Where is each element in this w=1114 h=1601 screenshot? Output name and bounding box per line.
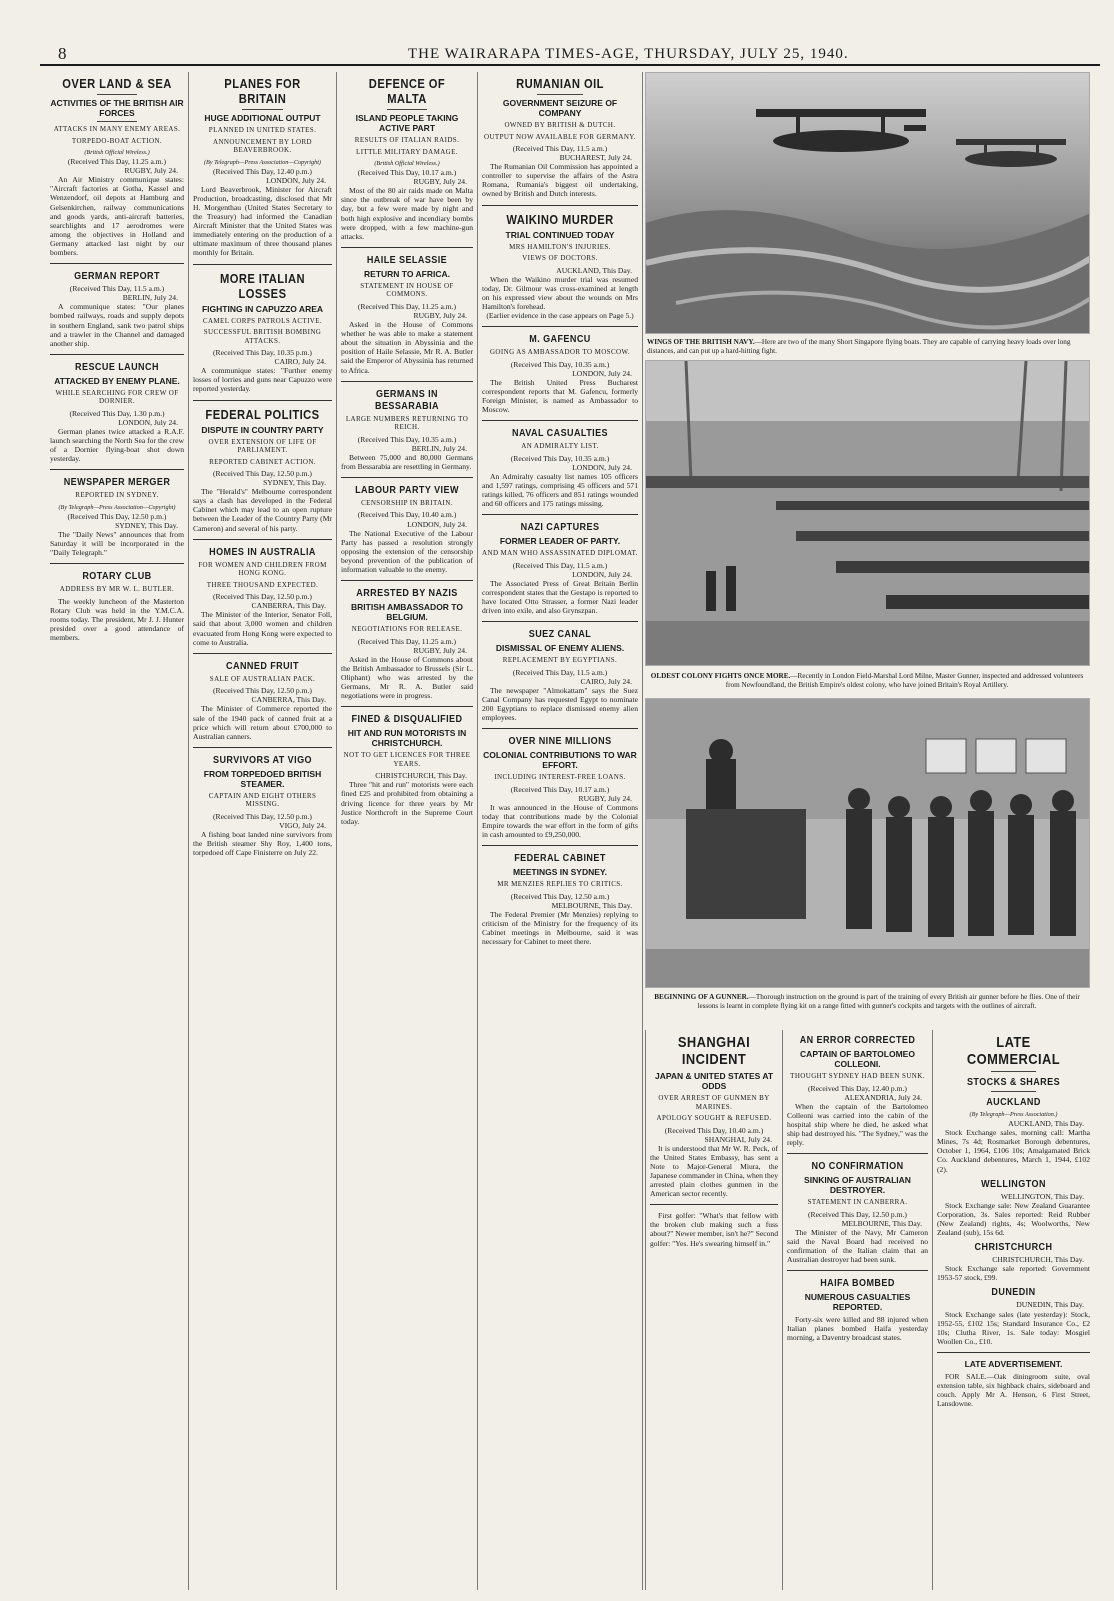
deck: JAPAN & UNITED STATES AT ODDS	[654, 1071, 774, 1091]
article-body: Lord Beaverbrook, Minister for Aircraft Production, broadcasting, disclosed that Mr H. Morgenthau (United States Secretary to the Treasury) had informed the Canadian Aircraft Minister that the United States was immediately entering on the production of a ultimate maximum of three thousand planes monthly for Britain.	[193, 184, 332, 258]
article-body: Forty-six were killed and 88 injured when Italian planes bombed Haifa yesterday morning, a Daventry broadcast states.	[787, 1315, 928, 1343]
subhead: GOING AS AMBASSADOR TO MOSCOW.	[489, 348, 631, 357]
subhead: THREE THOUSAND EXPECTED.	[206, 580, 319, 589]
dateline: WELLINGTON, This Day.	[1000, 1191, 1084, 1201]
headline: ROTARY CLUB	[82, 570, 152, 583]
article-separator	[50, 263, 184, 264]
deck: FIGHTING IN CAPUZZO AREA	[201, 303, 324, 314]
subhead: OVER ARREST OF GUNMEN BY MARINES.	[658, 1094, 770, 1111]
subhead: REPORTED IN SYDNEY.	[75, 491, 159, 500]
divider	[537, 94, 584, 95]
headline: NAZI CAPTURES	[520, 521, 600, 534]
headline: OVER LAND & SEA	[62, 76, 172, 91]
received-line: (Received This Day, 12.40 p.m.)	[213, 166, 312, 176]
deck: FROM TORPEDOED BRITISH STEAMER.	[203, 768, 322, 789]
dateline: SYDNEY, This Day.	[263, 478, 326, 488]
flying-boats-image	[646, 73, 1090, 334]
headline: M. GAFENCU	[529, 333, 591, 346]
article-body: Three "hit and run" motorists were each fined £25 and prohibited from obtaining a driving licence for three years by Mr Justice Northcroft in the Supreme Court today.	[341, 780, 473, 826]
headline: HOMES IN AUSTRALIA	[209, 545, 316, 558]
subhead: ATTACKS IN MANY ENEMY AREAS.	[53, 125, 181, 133]
headline: FEDERAL CABINET	[514, 852, 606, 865]
dateline: LONDON, July 24.	[572, 368, 632, 378]
dateline: RUGBY, July 24.	[413, 310, 467, 320]
caption-text: —Thorough instruction on the ground is part of the training of every British air gunner before he flies. One of their lessons is learnt in complete flying kit on a range fitted with gunner's cockpits and targets with the outlines of aircraft.	[697, 993, 1080, 1010]
received-line: (Received This Day, 11.5 a.m.)	[512, 667, 608, 677]
article-body: A communique states: "Further enemy losses of lorries and guns near Capuzzo were reported yesterday.	[193, 366, 332, 394]
masthead-title: THE WAIRARAPA TIMES-AGE, THURSDAY, JULY 25, 1940.	[408, 46, 849, 62]
article-separator	[193, 264, 332, 265]
city-heading: WELLINGTON	[981, 1177, 1046, 1190]
article-body: It was announced in the House of Commons today that contributions made by the Colonial Empire towards the war effort in the form of gifts in cash amounted to £9,250,000.	[482, 803, 638, 840]
deck: CAPTAIN OF BARTOLOMEO COLLEONI.	[800, 1049, 915, 1069]
wire-credit: (By Telegraph—Press Association.)	[969, 1111, 1058, 1118]
article-body: The Rumanian Oil Commission has appointed a controller to supervise the affairs of the Astra Romana, Rumania's biggest oil undertaking, owned by British and Dutch interests.	[482, 162, 638, 199]
deck: RETURN TO AFRICA.	[364, 268, 450, 279]
subhead: APOLOGY SOUGHT & REFUSED.	[656, 1114, 772, 1122]
error-corrected-column	[783, 1030, 933, 1590]
deck: HIT AND RUN MOTORISTS IN CHRISTCHURCH.	[347, 728, 467, 749]
received-line: (Received This Day, 10.40 a.m.)	[357, 510, 457, 520]
article-separator	[787, 1153, 928, 1154]
received-line: (Received This Day, 12.50 p.m.)	[213, 686, 312, 696]
divider	[97, 121, 137, 122]
headline: GERMANS IN BESSARABIA	[374, 387, 440, 412]
received-line: (Received This Day, 1.30 p.m.)	[69, 408, 165, 418]
dateline: CAIRO, July 24.	[580, 676, 632, 686]
dateline: AUCKLAND, This Day.	[1008, 1119, 1084, 1129]
deck: HUGE ADDITIONAL OUTPUT	[204, 113, 321, 123]
article-body: The Federal Premier (Mr Menzies) replying to criticism of the Ministry for the frequency of its Cabinet meetings in Melbourne, said it was necessary for Cabinet to meet there.	[482, 910, 638, 947]
article-separator	[787, 1270, 928, 1271]
received-line: (Received This Day, 12.50 p.m.)	[213, 811, 312, 821]
received-line: (Received This Day, 10.17 a.m.)	[357, 168, 457, 178]
column-4	[478, 72, 643, 1590]
article-separator	[482, 326, 638, 327]
wire-credit: (British Official Wireless.)	[374, 160, 440, 167]
page-number: 8	[58, 44, 67, 63]
article-body: The Minister of the Interior, Senator Foll, said that about 3,000 women and children evacuated from Hong Kong were expected to come to Australia.	[193, 610, 332, 647]
dateline: BUCHAREST, July 24.	[559, 153, 632, 163]
subhead: PLANNED IN UNITED STATES.	[208, 126, 317, 134]
received-line: (Received This Day, 12.50 p.m.)	[808, 1209, 907, 1219]
subhead: REPLACEMENT BY EGYPTIANS.	[502, 656, 618, 665]
dateline: CHRISTCHURCH, This Day.	[992, 1255, 1084, 1265]
subhead: FOR WOMEN AND CHILDREN FROM HONG KONG.	[198, 560, 327, 578]
dateline: CANBERRA, This Day.	[251, 695, 326, 705]
article-body: The Associated Press of Great Britain Berlin correspondent states that the Gestapo is reported to have located Otto Strasser, a former Nazi leader driven into exile, and also Grynszpan.	[482, 578, 638, 616]
deck: COLONIAL CONTRIBUTIONS TO WAR EFFORT.	[483, 750, 637, 771]
headline: SURVIVORS AT VIGO	[213, 753, 312, 766]
classified-ad: FOR SALE.—Oak diningroom suite, oval extension table, six highback chairs, sideboard and couch. Apply Mr A. Henson, 6 First Street, Lansdowne.	[937, 1371, 1090, 1409]
dateline: LONDON, July 24.	[572, 462, 632, 472]
subhead: OVER EXTENSION OF LIFE OF PARLIAMENT.	[208, 437, 317, 454]
article-separator	[482, 205, 638, 206]
divider	[97, 94, 137, 95]
headline: NAVAL CASUALTIES	[511, 427, 609, 440]
headline: LABOUR PARTY VIEW	[355, 483, 459, 496]
article-separator	[50, 469, 184, 470]
headline: HAIFA BOMBED	[820, 1277, 895, 1290]
deck: DISPUTE IN COUNTRY PARTY	[201, 424, 324, 435]
divider	[991, 1071, 1037, 1072]
received-line: (Received This Day, 11.5 a.m.)	[512, 560, 608, 570]
dateline: BERLIN, July 24.	[122, 293, 178, 303]
photo-caption	[647, 672, 1087, 689]
article-separator	[482, 728, 638, 729]
article-separator	[193, 539, 332, 540]
headline: GERMAN REPORT	[74, 270, 160, 283]
deck: MEETINGS IN SYDNEY.	[513, 867, 607, 878]
dateline: SYDNEY, This Day.	[115, 521, 178, 531]
wire-credit: (By Telegraph—Press Association—Copyright)	[58, 503, 176, 511]
article-body: Most of the 80 air raids made on Malta since the outbreak of war have been by day, but a few were made by night and both high explosive and incendiary bombs were dropped, with a few machine-gun attacks.	[341, 186, 473, 241]
subhead: INCLUDING INTEREST-FREE LOANS.	[494, 773, 626, 782]
headline: MORE ITALIAN LOSSES	[219, 270, 306, 301]
article-body: When the Waikino murder trial was resumed today, Dr. Gilmour was cross-examined at length on his expressed view about the wounds on Mrs Hamilton's forehead.	[482, 274, 638, 311]
received-line: (Received This Day, 10.35 p.m.)	[213, 348, 312, 358]
deck: FORMER LEADER OF PARTY.	[499, 536, 621, 547]
article-separator	[50, 354, 184, 355]
article-separator	[650, 1204, 778, 1205]
received-line: (Received This Day, 12.50 p.m.)	[67, 511, 167, 521]
late-ad-heading: LATE ADVERTISEMENT.	[964, 1358, 1063, 1369]
article-separator	[482, 514, 638, 515]
article-body: The "Daily News" announces that from Saturday it will be incorporated in the "Daily Telegraph."	[50, 530, 184, 558]
dateline: RUGBY, July 24.	[413, 645, 467, 655]
photo-caption	[647, 993, 1087, 1010]
article-separator	[937, 1352, 1090, 1353]
column-2	[189, 72, 337, 1590]
dateline: ALEXANDRIA, July 24.	[844, 1092, 922, 1102]
headline: FINED & DISQUALIFIED	[351, 713, 463, 726]
subhead: CENSORSHIP IN BRITAIN.	[361, 498, 453, 507]
headline: SHANGHAI INCIDENT	[677, 1034, 751, 1068]
subhead: STATEMENT IN CANBERRA.	[807, 1198, 908, 1207]
received-line: (Received This Day, 12.50 p.m.)	[213, 469, 312, 478]
market-report: Stock Exchange sales, morning call: Martha Mines, 7s 4d; Rosmarket Borough debentures, October 1, 1964, £106 10s; Amalgamated Brick Co. Auckland debentures, March 1, 1944, £102 (2).	[937, 1128, 1090, 1174]
gunner-training-image	[646, 699, 1090, 988]
headline: FEDERAL POLITICS	[205, 406, 320, 422]
article-separator	[341, 580, 473, 581]
headline: RUMANIAN OIL	[516, 76, 604, 91]
subhead: WHILE SEARCHING FOR CREW OF DORNIER.	[55, 388, 179, 406]
article-separator	[341, 706, 473, 707]
dateline: BERLIN, July 24.	[411, 443, 467, 453]
deck: DISMISSAL OF ENEMY ALIENS.	[495, 643, 625, 654]
received-line: (Received This Day, 10.35 a.m.)	[510, 453, 610, 463]
article-separator	[193, 400, 332, 401]
headline: SUEZ CANAL	[528, 628, 592, 641]
photo-gunner-training	[645, 698, 1090, 988]
article-note: (Earlier evidence in the case appears on Page 5.)	[486, 311, 634, 321]
masthead	[40, 44, 1100, 66]
caption-lead: BEGINNING OF A GUNNER.	[654, 993, 749, 1001]
dateline: AUCKLAND, This Day.	[556, 265, 632, 275]
article-separator	[341, 381, 473, 382]
subhead: LITTLE MILITARY DAMAGE.	[356, 147, 458, 156]
dateline: CHRISTCHURCH, This Day.	[375, 771, 467, 781]
caption-lead: OLDEST COLONY FIGHTS ONCE MORE.	[650, 672, 791, 680]
received-line: (Received This Day, 11.5 a.m.)	[512, 144, 608, 153]
subhead: SALE OF AUSTRALIAN PACK.	[209, 674, 316, 683]
deck: TRIAL CONTINUED TODAY	[505, 229, 615, 240]
subhead: ADDRESS BY MR W. L. BUTLER.	[59, 585, 175, 594]
article-body: German planes twice attacked a R.A.F. launch searching the North Sea for the crew of a Dornier flying-boat shot down yesterday.	[50, 426, 184, 464]
article-body: The Minister of the Navy, Mr Cameron said the Naval Board had received no confirmation of the Italian claim that an Australian destroyer had been sunk.	[787, 1227, 928, 1265]
deck: SINKING OF AUSTRALIAN DESTROYER.	[804, 1175, 911, 1196]
article-body: An Air Ministry communique states: "Aircraft factories at Gotha, Kassel and Wenzendorf, oil depots at Hamburg and Gelsenkirchen, railway communications and goods yards, anti-aircraft batteries, searchlights and 17 aerodromes were among the objectives in Holland and Germany attacked last night by our bombers.	[50, 175, 184, 258]
article-body: When the captain of the Bartolomeo Colleoni was carried into the cabin of the hospital ship where he died, he asked what ship had destroyed his. "The Sydney," was the reply.	[787, 1101, 928, 1148]
divider	[991, 1091, 1037, 1092]
headline: RESCUE LAUNCH	[75, 360, 159, 373]
subhead: NEGOTIATIONS FOR RELEASE.	[351, 625, 463, 634]
subhead: ANNOUNCEMENT BY LORD BEAVERBROOK.	[213, 137, 312, 154]
article-separator	[193, 653, 332, 654]
wire-credit: (British Official Wireless.)	[84, 149, 150, 156]
received-line: (Received This Day, 12.40 p.m.)	[808, 1083, 907, 1093]
wire-credit: (By Telegraph—Press Association—Copyright)	[204, 158, 321, 166]
article-separator	[482, 420, 638, 421]
headline: NEWSPAPER MERGER	[63, 476, 171, 489]
subhead: MR MENZIES REPLIES TO CRITICS.	[497, 880, 623, 889]
dateline: MELBOURNE, This Day.	[841, 1218, 922, 1228]
subhead: THOUGHT SYDNEY HAD BEEN SUNK.	[790, 1072, 925, 1080]
photo-caption	[647, 338, 1087, 355]
received-line: (Received This Day, 11.25 a.m.)	[357, 301, 457, 311]
caption-lead: WINGS OF THE BRITISH NAVY.	[647, 338, 755, 346]
dateline: LONDON, July 24.	[266, 175, 326, 185]
caption-text: —Here are two of the many Short Singapore flying boats. They are capable of carrying heavy loads over long distances, and can put up a hard-hitting fight.	[647, 338, 1071, 355]
article-body: The Minister of Commerce reported the sale of the 1940 pack of canned fruit at a price which will return about £700,000 to Australian canners.	[193, 704, 332, 741]
dateline: VIGO, July 24.	[279, 820, 326, 830]
subhead: OUTPUT NOW AVAILABLE FOR GERMANY.	[484, 132, 636, 141]
article-body: An Admiralty casualty list names 105 officers and 1,597 ratings, comprising 45 officers and 571 ratings killed, 76 officers and 851 ratings wounded and 60 officers and 175 ratings missing.	[482, 471, 638, 509]
market-report: Stock Exchange sale reported: Government 1953-57 stock, £99.	[937, 1264, 1090, 1283]
subhead: VIEWS OF DOCTORS.	[522, 254, 598, 263]
subhead: RESULTS OF ITALIAN RAIDS.	[354, 136, 460, 144]
article-body: A communique states: "Our planes bombed railways, roads and supply depots in southern England, sank two patrol ships and a trawler in the Channel and damaged another ship.	[50, 302, 184, 348]
shanghai-column	[645, 1030, 783, 1590]
deck: ISLAND PEOPLE TAKING ACTIVE PART	[355, 113, 459, 133]
subhead: AN ADMIRALTY LIST.	[521, 442, 599, 451]
deck: ATTACKED BY ENEMY PLANE.	[54, 375, 180, 386]
late-commercial-column	[933, 1030, 1094, 1590]
article-body: The "Herald's" Melbourne correspondent says a clash has developed in the Federal Cabinet which may lead to an open rupture between the Leader of the Country Party (Mr Cameron) and several of his party.	[193, 487, 332, 533]
received-line: (Received This Day, 10.35 a.m.)	[357, 434, 457, 444]
article-body: The British United Press Bucharest correspondent reports that M. Gafencu, formerly Foreign Minister, is named as Ambassador to Moscow.	[482, 377, 638, 415]
subhead: TORPEDO-BOAT ACTION.	[71, 136, 163, 145]
subhead: CAMEL CORPS PATROLS ACTIVE.	[202, 316, 323, 325]
dateline: RUGBY, July 24.	[413, 177, 467, 187]
headline: HAILE SELASSIE	[366, 253, 448, 266]
deck: BRITISH AMBASSADOR TO BELGIUM.	[351, 602, 463, 623]
article-separator	[482, 621, 638, 622]
headline: OVER NINE MILLIONS	[508, 735, 612, 748]
article-body: Between 75,000 and 80,000 Germans from Bessarabia are resettling in Germany.	[341, 452, 473, 471]
article-body: The newspaper "Almokattam" says the Suez Canal Company has requested Egypt to nominate 200 Egyptians to replace dismissed enemy alien employees.	[482, 686, 638, 723]
market-report: Stock Exchange sale: New Zealand Guarantee Corporation, 3s. Sales reported: Reid Rubber (New Zealand) rights, 4s; Woolworths, New Zealand (sub), 15s 6d.	[937, 1200, 1090, 1238]
dateline: LONDON, July 24.	[407, 519, 467, 529]
received-line: (Received This Day, 10.35 a.m.)	[510, 359, 610, 369]
article-separator	[50, 563, 184, 564]
city-heading: CHRISTCHURCH	[974, 1241, 1053, 1254]
caption-text: —Recently in London Field-Marshal Lord Milne, Master Gunner, inspected and addressed volunteers from Newfoundland, the British Empire's oldest colony, who have joined Britain's Royal Artillery.	[725, 672, 1084, 689]
headline: PLANES FOR BRITAIN	[224, 76, 301, 106]
article-body: Asked in the House of Commons about the British Ambassador to Brussels (Sir L. Oliphant) who was arrested by the Germans, Mr R. A. Butler said negotiations were in progress.	[341, 654, 473, 701]
article-separator	[482, 845, 638, 846]
subhead: OWNED BY BRITISH & DUTCH.	[504, 121, 616, 129]
received-line: (Received This Day, 10.40 a.m.)	[664, 1125, 764, 1135]
article-body: The weekly luncheon of the Masterton Rotary Club was held in the Y.M.C.A. rooms today. The president, Mr J. J. Hunter presided over a good attendance of members.	[50, 596, 184, 643]
article-separator	[341, 477, 473, 478]
dateline: DUNEDIN, This Day.	[1016, 1300, 1084, 1310]
parade-image	[646, 361, 1090, 666]
subhead: AND MAN WHO ASSASSINATED DIPLOMAT.	[482, 549, 638, 558]
subhead: STATEMENT IN HOUSE OF COMMONS.	[360, 281, 454, 299]
subhead: NOT TO GET LICENCES FOR THREE YEARS.	[343, 751, 471, 768]
headline: NO CONFIRMATION	[811, 1160, 904, 1173]
subhead: LARGE NUMBERS RETURNING TO REICH.	[345, 414, 469, 432]
received-line: (Received This Day, 11.25 a.m.)	[357, 636, 457, 646]
market-report: Stock Exchange sales (late yesterday): Stock, 1952-55, £102 15s; Standard Insurance Co., £2 10s; Clutha River, 1s. Sale today: Mosgiel Woollen Co., £10.	[937, 1309, 1090, 1346]
article-separator	[193, 747, 332, 748]
headline: ARRESTED BY NAZIS	[356, 587, 458, 600]
dateline: SHANGHAI, July 24.	[704, 1134, 772, 1144]
subhead: CAPTAIN AND EIGHT OTHERS MISSING.	[208, 791, 317, 809]
subhead: REPORTED CABINET ACTION.	[209, 457, 316, 466]
filler-joke: First golfer: "What's that fellow with the broken club making such a fuss about?" Newer member, isn't he?" Second golfer: "Yes. He's swearing himself in."	[650, 1211, 778, 1248]
divider	[242, 109, 284, 110]
received-line: (Received This Day, 11.5 a.m.)	[69, 284, 165, 294]
subhead: MRS HAMILTON'S INJURIES.	[509, 242, 611, 251]
dateline: CANBERRA, This Day.	[251, 601, 326, 611]
received-line: (Received This Day, 10.17 a.m.)	[510, 784, 610, 794]
received-line: (Received This Day, 11.25 a.m.)	[67, 157, 167, 167]
subhead: SUCCESSFUL BRITISH BOMBING ATTACKS.	[203, 328, 322, 345]
deck: ACTIVITIES OF THE BRITISH AIR FORCES	[50, 98, 184, 118]
headline: LATE COMMERCIAL	[966, 1034, 1061, 1068]
photo-flying-boats	[645, 72, 1090, 334]
article-body: A fishing boat landed nine survivors from the British steamer Shy Roy, 1,400 tons, torpedoed off Cape Finisterre on July 22.	[193, 829, 332, 858]
headline: DEFENCE OF MALTA	[368, 76, 446, 106]
dateline: RUGBY, July 24.	[124, 166, 178, 176]
headline: CANNED FRUIT	[226, 659, 299, 672]
article-separator	[341, 247, 473, 248]
dateline: RUGBY, July 24.	[578, 793, 632, 803]
received-line: (Received This Day, 12.50 p.m.)	[213, 592, 312, 602]
photo-newfoundland-volunteers	[645, 360, 1090, 666]
deck: NUMEROUS CASUALTIES REPORTED.	[804, 1292, 911, 1313]
section-heading: STOCKS & SHARES	[966, 1076, 1061, 1088]
dateline: MELBOURNE, This Day.	[551, 901, 632, 911]
headline: AN ERROR CORRECTED	[799, 1034, 916, 1046]
dateline: CAIRO, July 24.	[274, 357, 326, 367]
article-body: Asked in the House of Commons whether he was able to make a statement about the situation in Abyssinia and the position of Haile Selassie, Mr R. A. Butler said the Emperor of Abyssinia has returned to Africa.	[341, 320, 473, 375]
article-body: It is understood that Mr W. R. Peck, of the United States Embassy, has sent a Note to Major-General Miura, the Japanese commander in China, when they arrested plain clothes gunmen in the American sector recently.	[650, 1143, 778, 1199]
column-3	[337, 72, 478, 1590]
deck: GOVERNMENT SEIZURE OF COMPANY	[502, 98, 618, 118]
dateline: LONDON, July 24.	[572, 569, 632, 579]
received-line: (Received This Day, 12.50 a.m.)	[510, 891, 610, 901]
headline: WAIKINO MURDER	[506, 211, 614, 227]
dateline: LONDON, July 24.	[118, 417, 178, 427]
city-heading: AUCKLAND	[986, 1096, 1041, 1108]
article-body: The National Executive of the Labour Party has passed a resolution strongly opposing the extension of the censorship beyond prevention of the publication of information valuable to the enemy.	[341, 528, 473, 575]
divider	[387, 109, 427, 110]
city-heading: DUNEDIN	[991, 1286, 1036, 1299]
column-1	[46, 72, 189, 1590]
